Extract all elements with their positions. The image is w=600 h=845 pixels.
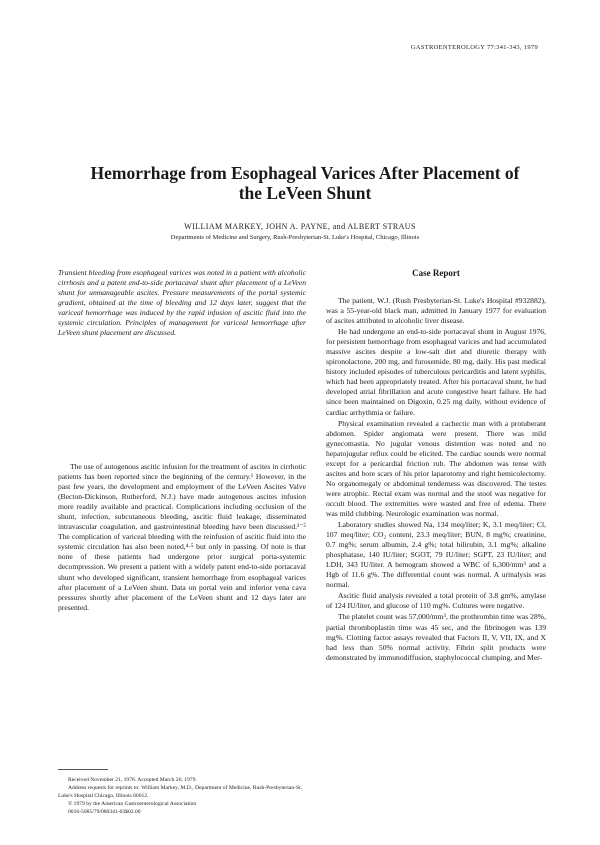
footnote-copyright: © 1979 by the American Gastroenterological Association xyxy=(68,801,197,807)
introduction xyxy=(58,462,306,613)
case-paragraph: Laboratory studies showed Na, 134 meq/liter; K, 3.1 meq/liter; Cl, 107 meq/liter; CO₂ content, 23.3 meq/liter; BUN, 8 mg%; creatinine, 0.7 mg%; serum albumin, 2.4 g%; total bilirubin, 3.1 mg%; alkaline phosphatase, 140 IU/liter; SGOT, 79 IU/liter; SGPT, 23 IU/liter; and LDH, 343 IU/liter. A hemogram showed a WBC of 6,300/mm³ and a Hgb of 11.6 g%. The differential count was normal. A urinalysis was normal. xyxy=(326,520,546,590)
abstract: Transient bleeding from esophageal varices was noted in a patient with alcoholic cirrhosis and a patent end-to-side portacaval shunt after placement of a LeVeen shunt for unmanageable ascites. Pressure measurements of the portal systemic gradient, obtained at the time of bleeding and 12 days later, suggest that the variceal hemorrhage was induced by the rapid infusion of ascitic fluid into the systemic circulation. Principles of management for variceal hemorrhage after LeVeen shunt placement are discussed. xyxy=(58,268,306,338)
footnotes xyxy=(58,776,308,816)
case-paragraph: Physical examination revealed a cachectic man with a protuberant abdomen. Spider angiomata were present. There was mild gynecomastia. No jugular venous distention was noted and no hepatojugular reflux could be elicited. The cardiac sounds were normal except for a pericardial friction rub. The abdomen was tense with ascites and bore scars of his prior laparotomy and right hemicolectomy. No organomegaly or abdominal tenderness was discovered. The testes were atrophic. Rectal exam was normal and the stool was negative for occult blood. The extremities were wasted and free of edema. There was mild clubbing. Neurologic examination was normal. xyxy=(326,418,546,518)
case-paragraph: Ascitic fluid analysis revealed a total protein of 3.8 gm%, amylase of 124 IU/liter, and glucose of 110 mg%. Cultures were negative. xyxy=(326,591,546,611)
footnote-code: 0016-5085/79/080341-03$02.00 xyxy=(68,809,141,815)
footnote-received: Received November 21, 1978. Accepted March 26, 1979. xyxy=(68,777,197,783)
section-heading-case-report: Case Report xyxy=(412,268,460,278)
case-paragraph: The platelet count was 57,000/mm³, the prothrombin time was 28%, partial thromboplastin time was 45 sec, and the fibrinogen was 139 mg%. Clotting factor assays revealed that Factors II, V, VII, IX, and X had less than 50% normal activity. Fibrin split products were demonstrated by immunodiffusion, staphylococcal clumping, and Mer- xyxy=(326,612,546,662)
article-title: Hemorrhage from Esophageal Varices After Placement of the LeVeen Shunt xyxy=(90,163,520,203)
footnote-address: Address requests for reprints to: William Markey, M.D., Department of Medicine, Rush-Presbyterian-St. Luke's Hospital Chicago, Illinois 60612. xyxy=(58,785,303,799)
case-paragraph: The patient, W.J. (Rush Presbyterian-St. Luke's Hospital #932882), was a 55-year-old black man, admitted in January 1977 for evaluation of ascites attributed to alcoholic liver disease. xyxy=(326,296,546,326)
journal-header: GASTROENTEROLOGY 77:341-343, 1979 xyxy=(410,44,538,51)
author-list: WILLIAM MARKEY, JOHN A. PAYNE, and ALBERT STRAUS xyxy=(184,222,416,231)
case-report-body xyxy=(326,296,546,664)
case-paragraph: He had undergone an end-to-side portacaval shunt in August 1976, for persistent hemorrhage from esophageal varices and had accumulated massive ascites despite a low-salt diet and diuretic therapy with spironolactone, 200 mg, and furosemide, 80 mg, daily. His past medical history included episodes of tuberculous pericarditis and latent syphilis, which had been appropriately treated. After his portacaval shunt, he had developed atrial fibrillation and acute congestive heart failure. He had since been maintained on Digoxin, 0.25 mg daily, without evidence of cardiac arrhythmia or failure. xyxy=(326,327,546,417)
affiliation: Departments of Medicine and Surgery, Rush-Presbyterian-St. Luke's Hospital, Chicago, Illinois xyxy=(170,234,420,241)
footnote-divider xyxy=(58,769,108,770)
intro-paragraph: The use of autogenous ascitic infusion for the treatment of ascites in cirrhotic patients has been reported since the beginning of the century.¹ However, in the past few years, the development and employment of the LeVeen Ascites Valve (Becton-Dickinson, Rutherford, N.J.) have made autogenous ascites infusion more readily available and practical. Complications including occlusion of the shunt, infection, subcutaneous bleeding, ascitic fluid leakage, disseminated intravascular coagulation, and gastrointestinal bleeding have been discussed.²⁻⁵ The complication of variceal bleeding with the reinfusion of ascitic fluid into the systemic circulation has also been noted,⁴·⁵ but only in passing. Of note is that none of these patients had undergone prior surgical porta-systemic decompression. We present a patient with a widely patent end-to-side portacaval shunt who developed significant, transient hemorrhage from esophageal varices after placement of a LeVeen shunt. Data on portal vein and inferior vena cava pressures shortly after placement of the LeVeen shunt and 12 days later are presented. xyxy=(58,462,306,612)
